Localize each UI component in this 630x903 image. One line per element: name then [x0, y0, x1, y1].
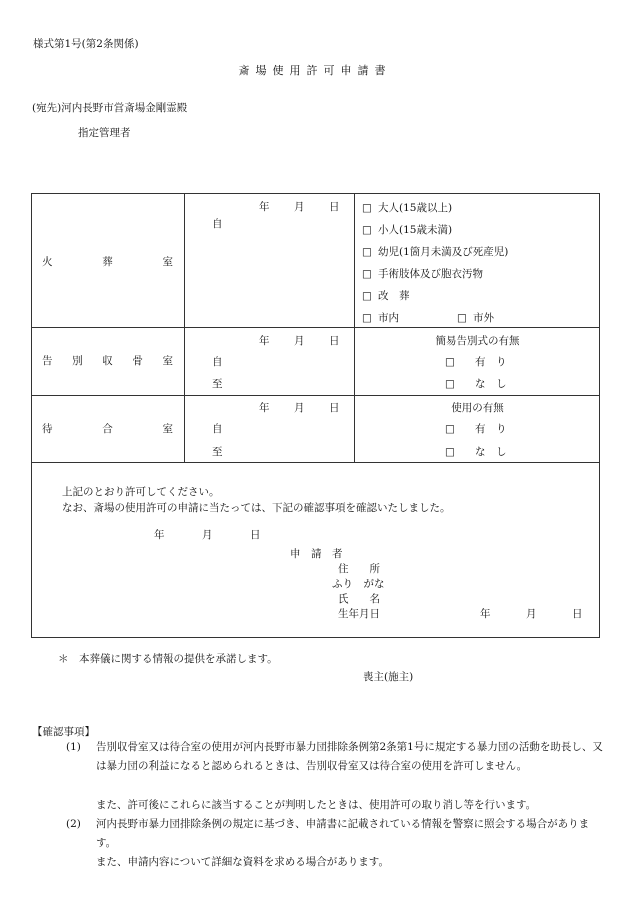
request-line-1: 上記のとおり許可してください。: [62, 486, 220, 498]
farewell-from-label: 自: [212, 356, 223, 368]
form-number: 様式第1号(第2条関係): [33, 38, 139, 50]
checkbox-icon[interactable]: □: [445, 446, 455, 458]
option-in-city[interactable]: □ 市内: [362, 312, 399, 324]
option-out-of-city[interactable]: □ 市外: [457, 312, 494, 324]
cremation-from-label: 自: [212, 218, 223, 230]
request-day-label: 日: [250, 529, 261, 541]
birth-month-label: 月: [526, 608, 537, 620]
checkbox-icon[interactable]: □: [445, 356, 455, 368]
application-table: [31, 193, 600, 638]
row-divider: [32, 462, 599, 463]
checkbox-icon[interactable]: □: [457, 312, 467, 324]
farewell-to-label: 至: [212, 378, 223, 390]
page-title: 斎場使用許可申請書: [238, 64, 392, 77]
waiting-to-label: 至: [212, 446, 223, 458]
cremation-room-label: 火 葬 室: [42, 256, 173, 268]
column-divider: [184, 194, 185, 462]
row-divider: [32, 395, 599, 396]
confirmation-item-2: 河内長野市暴力団排除条例の規定に基づき、申請書に記載されている情報を警察に照会する場合があります。: [96, 818, 590, 849]
name-label: 氏 名: [338, 593, 380, 605]
option-surgical[interactable]: □ 手術肢体及び胞衣汚物: [362, 268, 483, 280]
checkbox-icon[interactable]: □: [362, 224, 372, 236]
address-label: 住 所: [338, 563, 380, 575]
request-month-label: 月: [202, 529, 213, 541]
checkbox-icon[interactable]: □: [445, 423, 455, 435]
confirmation-item-2-extra: また、申請内容について詳細な資料を求める場合があります。: [96, 856, 389, 868]
waiting-day-label: 日: [329, 402, 340, 414]
waiting-room-label: 待 合 室: [42, 423, 173, 435]
checkbox-icon[interactable]: □: [362, 290, 372, 302]
checkbox-icon[interactable]: □: [362, 268, 372, 280]
waiting-option-title: 使用の有無: [451, 402, 504, 414]
item-number: (2): [66, 818, 81, 830]
checkbox-icon[interactable]: □: [445, 378, 455, 390]
confirmation-item-1: 告別収骨室又は待合室の使用が河内長野市暴力団排除条例第2条第1号に規定する暴力団の活動を助長し、又は暴力団の利益になると認められるときは、告別収骨室又は待合室の使用を許可しません。: [96, 741, 603, 772]
farewell-day-label: 日: [329, 335, 340, 347]
mourner-label: 喪主(施主): [363, 671, 414, 683]
waiting-year-label: 年: [259, 402, 270, 414]
cremation-day-label: 日: [329, 201, 340, 213]
applicant-label: 申 請 者: [290, 548, 343, 560]
birthdate-label: 生年月日: [338, 608, 380, 620]
farewell-room-label: 告 別 収 骨 室: [42, 355, 173, 367]
confirmation-heading: 【確認事項】: [32, 726, 95, 738]
furigana-label: ふり がな: [332, 578, 385, 590]
checkbox-icon[interactable]: □: [362, 312, 372, 324]
waiting-yes[interactable]: □ 有 り: [445, 423, 507, 435]
item-number: (1): [66, 741, 81, 753]
birth-day-label: 日: [572, 608, 583, 620]
farewell-no[interactable]: □ な し: [445, 378, 507, 390]
waiting-no[interactable]: □ な し: [445, 446, 507, 458]
farewell-yes[interactable]: □ 有 り: [445, 356, 507, 368]
request-year-label: 年: [154, 529, 165, 541]
cremation-year-label: 年: [259, 201, 270, 213]
option-adult[interactable]: □ 大人(15歳以上): [362, 202, 453, 214]
designated-manager: 指定管理者: [78, 127, 131, 139]
request-line-2: なお、斎場の使用許可の申請に当たっては、下記の確認事項を確認いたしました。: [62, 502, 451, 514]
birth-year-label: 年: [480, 608, 491, 620]
farewell-year-label: 年: [259, 335, 270, 347]
waiting-from-label: 自: [212, 423, 223, 435]
checkbox-icon[interactable]: □: [362, 202, 372, 214]
column-divider: [354, 194, 355, 462]
checkbox-icon[interactable]: □: [362, 246, 372, 258]
row-divider: [32, 327, 599, 328]
addressee: (宛先)河内長野市営斎場金剛霊殿: [32, 102, 188, 114]
confirmation-item-1-extra: また、許可後にこれらに該当することが判明したときは、使用許可の取り消し等を行います。: [96, 799, 537, 811]
waiting-month-label: 月: [294, 402, 305, 414]
option-infant[interactable]: □ 幼児(1箇月未満及び死産児): [362, 246, 509, 258]
cremation-month-label: 月: [294, 201, 305, 213]
farewell-option-title: 簡易告別式の有無: [435, 335, 520, 347]
option-child[interactable]: □ 小人(15歳未満): [362, 224, 453, 236]
option-reburial[interactable]: □ 改 葬: [362, 290, 410, 302]
farewell-month-label: 月: [294, 335, 305, 347]
consent-note: ＊ 本葬儀に関する情報の提供を承諾します。: [58, 653, 278, 665]
